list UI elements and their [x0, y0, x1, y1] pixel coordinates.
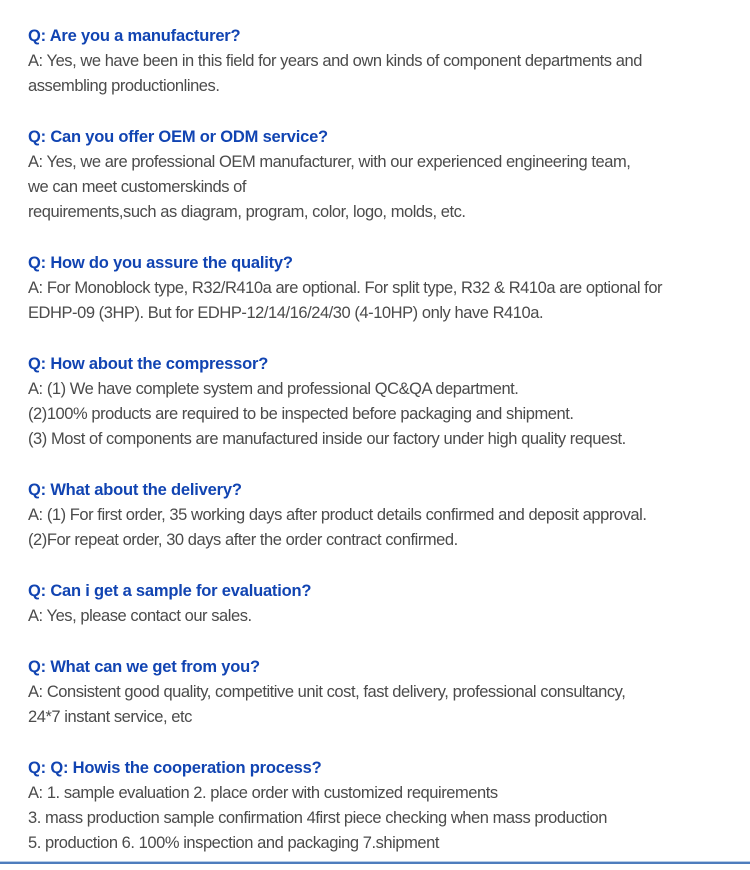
- faq-answer-line: A: Yes, we have been in this field for years and own kinds of component departments and: [28, 52, 642, 70]
- faq-question: Q: Can i get a sample for evaluation?: [28, 582, 312, 600]
- faq-item: [28, 579, 730, 629]
- faq-answer-line: A: (1) We have complete system and professional QC&QA department.: [28, 380, 519, 398]
- faq-question: Q: Are you a manufacturer?: [28, 27, 241, 45]
- faq-answer-line: EDHP-09 (3HP). But for EDHP-12/14/16/24/30 (4-10HP) only have R410a.: [28, 304, 544, 322]
- faq-answer-line: A: Yes, please contact our sales.: [28, 607, 252, 625]
- faq-item: [28, 756, 730, 856]
- faq-question: Q: Q: Howis the cooperation process?: [28, 759, 322, 777]
- faq-answer-line: we can meet customerskinds of: [28, 178, 247, 196]
- section-divider: [0, 861, 750, 864]
- faq-item: [28, 24, 730, 99]
- faq-item: [28, 352, 730, 452]
- faq-answer-line: A: For Monoblock type, R32/R410a are optional. For split type, R32 & R410a are optional for: [28, 279, 663, 297]
- faq-question: Q: What can we get from you?: [28, 658, 260, 676]
- faq-item: [28, 655, 730, 730]
- faq-answer-line: 24*7 instant service, etc: [28, 708, 192, 726]
- faq-answer-line: (3) Most of components are manufactured inside our factory under high quality request.: [28, 430, 626, 448]
- faq-item: [28, 125, 730, 225]
- faq-item: [28, 478, 730, 553]
- faq-question: Q: How do you assure the quality?: [28, 254, 293, 272]
- faq-question: Q: What about the delivery?: [28, 481, 242, 499]
- faq-answer-line: (2)For repeat order, 30 days after the order contract confirmed.: [28, 531, 458, 549]
- faq-answer-line: requirements,such as diagram, program, color, logo, molds, etc.: [28, 203, 466, 221]
- faq-answer-line: 5. production 6. 100% inspection and packaging 7.shipment: [28, 834, 439, 852]
- faq-answer-line: A: Yes, we are professional OEM manufacturer, with our experienced engineering team,: [28, 153, 631, 171]
- faq-answer-line: (2)100% products are required to be inspected before packaging and shipment.: [28, 405, 574, 423]
- faq-answer-line: A: Consistent good quality, competitive unit cost, fast delivery, professional consultancy,: [28, 683, 626, 701]
- faq-question: Q: How about the compressor?: [28, 355, 269, 373]
- faq-item: [28, 251, 730, 326]
- faq-answer-line: 3. mass production sample confirmation 4first piece checking when mass production: [28, 809, 607, 827]
- faq-answer-line: A: 1. sample evaluation 2. place order with customized requirements: [28, 784, 498, 802]
- faq-answer-line: assembling productionlines.: [28, 77, 220, 95]
- faq-question: Q: Can you offer OEM or ODM service?: [28, 128, 328, 146]
- faq-answer-line: A: (1) For first order, 35 working days after product details confirmed and deposit approval.: [28, 506, 647, 524]
